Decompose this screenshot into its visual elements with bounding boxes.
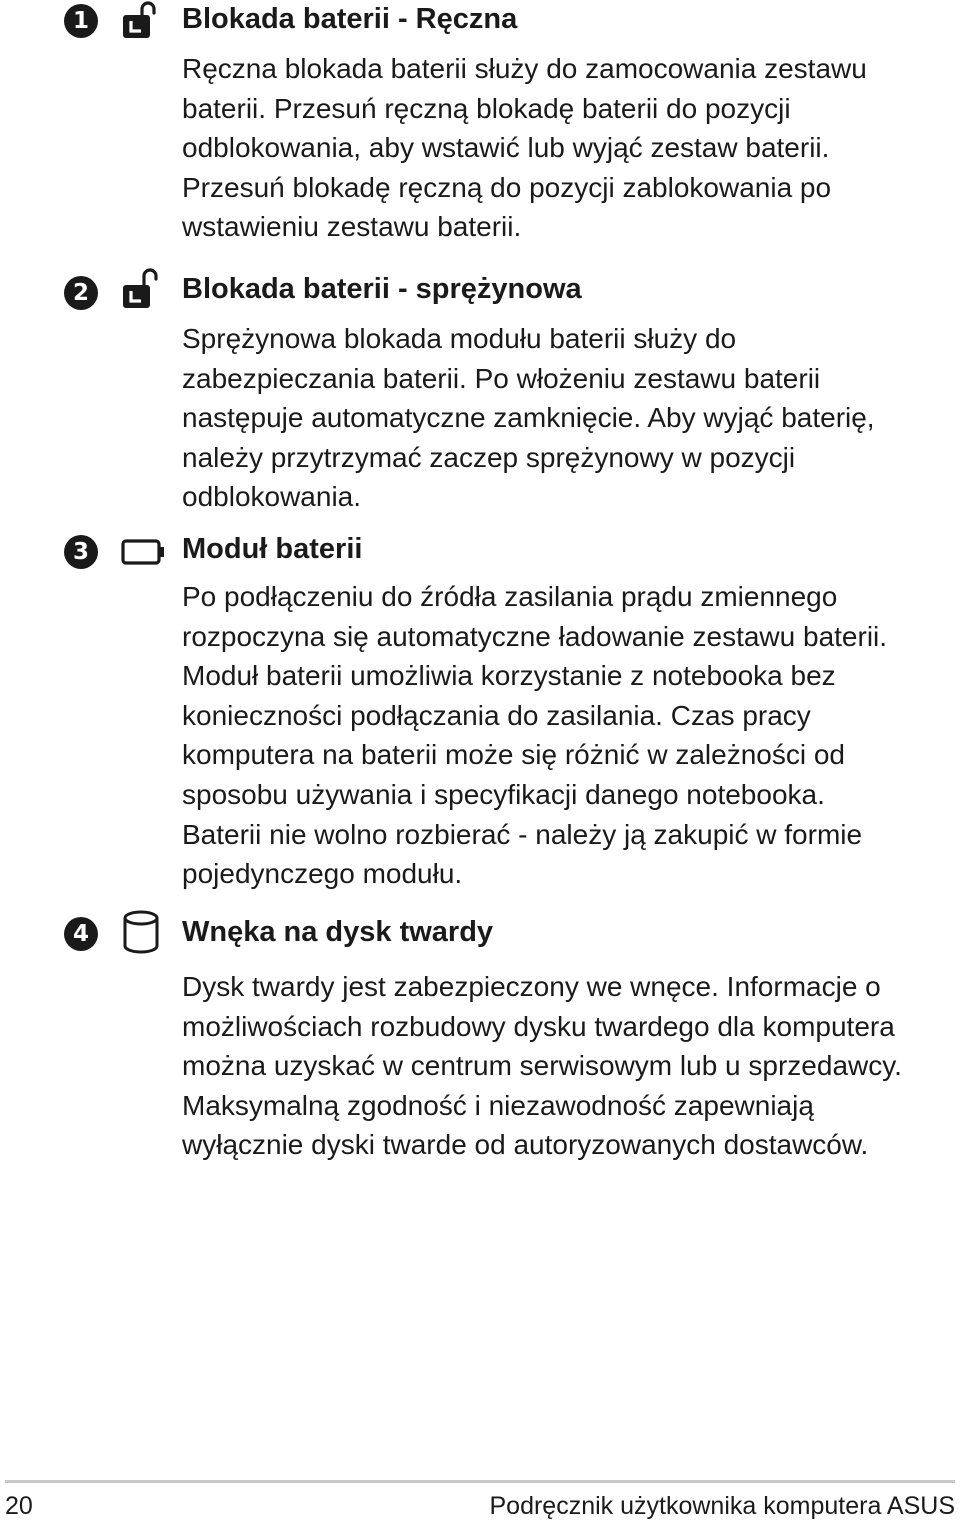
manual-title: Podręcznik użytkownika komputera ASUS: [489, 1492, 955, 1520]
text-line: należy przytrzymać zaczep sprężynowy w pozycji: [182, 441, 796, 473]
item-number-badge: 3: [64, 535, 98, 569]
text-line: odblokowania, aby wstawić lub wyjąć zestaw baterii.: [182, 132, 830, 164]
section-heading: Blokada baterii - sprężynowa: [182, 273, 582, 305]
text-line: następuje automatyczne zamknięcie. Aby wyjąć baterię,: [182, 402, 875, 434]
text-line: możliwościach rozbudowy dysku twardego dla komputera: [182, 1010, 895, 1042]
text-line: Baterii nie wolno rozbierać - należy ją zakupić w formie: [182, 818, 863, 850]
text-line: Przesuń blokadę ręczną do pozycji zablokowania po: [182, 171, 832, 203]
text-line: pojedynczego modułu.: [182, 858, 463, 890]
text-line: Sprężynowa blokada modułu baterii służy do: [182, 323, 737, 354]
text-line: komputera na baterii może się różnić w zależności od: [182, 739, 845, 771]
text-line: Moduł baterii umożliwia korzystanie z notebooka bez: [182, 660, 836, 692]
footer-divider: [5, 1480, 955, 1483]
lock-icon: [120, 0, 162, 42]
section-body: [182, 967, 952, 1165]
text-line: konieczności podłączania do zasilania. Czas pracy: [182, 699, 811, 731]
section-body: [182, 577, 952, 894]
battery-icon: [120, 531, 166, 573]
page-number: 20: [5, 1492, 33, 1520]
text-line: Dysk twardy jest zabezpieczony we wnęce. Informacje o: [182, 971, 881, 1002]
text-line: Maksymalną zgodność i niezawodność zapewniają: [182, 1089, 814, 1121]
item-number-badge: 1: [64, 4, 98, 38]
text-line: odblokowania.: [182, 481, 362, 513]
section-heading: Blokada baterii - Ręczna: [182, 3, 518, 35]
section-heading: Moduł baterii: [182, 533, 363, 565]
text-line: wyłącznie dyski twarde od autoryzowanych dostawców.: [182, 1129, 869, 1161]
text-line: rozpoczyna się automatyczne ładowanie zestawu baterii.: [182, 620, 888, 652]
text-line: Ręczna blokada baterii służy do zamocowania zestawu: [182, 53, 867, 84]
text-line: baterii. Przesuń ręczną blokadę baterii do pozycji: [182, 92, 791, 124]
text-line: Po podłączeniu do źródła zasilania prądu zmiennego: [182, 581, 838, 612]
text-line: wstawieniu zestawu baterii.: [182, 211, 522, 243]
hard-disk-icon: [120, 908, 162, 950]
section-body: [182, 49, 952, 247]
text-line: sposobu używania i specyfikacji danego notebooka.: [182, 778, 825, 810]
section-body: [182, 319, 952, 517]
item-number-badge: 2: [64, 276, 98, 310]
text-line: można uzyskać w centrum serwisowym lub u sprzedawcy.: [182, 1050, 902, 1082]
item-number-badge: 4: [64, 917, 98, 951]
unlock-icon: [120, 268, 162, 310]
section-heading: Wnęka na dysk twardy: [182, 916, 494, 948]
text-line: zabezpieczania baterii. Po włożeniu zestawu baterii: [182, 362, 821, 394]
